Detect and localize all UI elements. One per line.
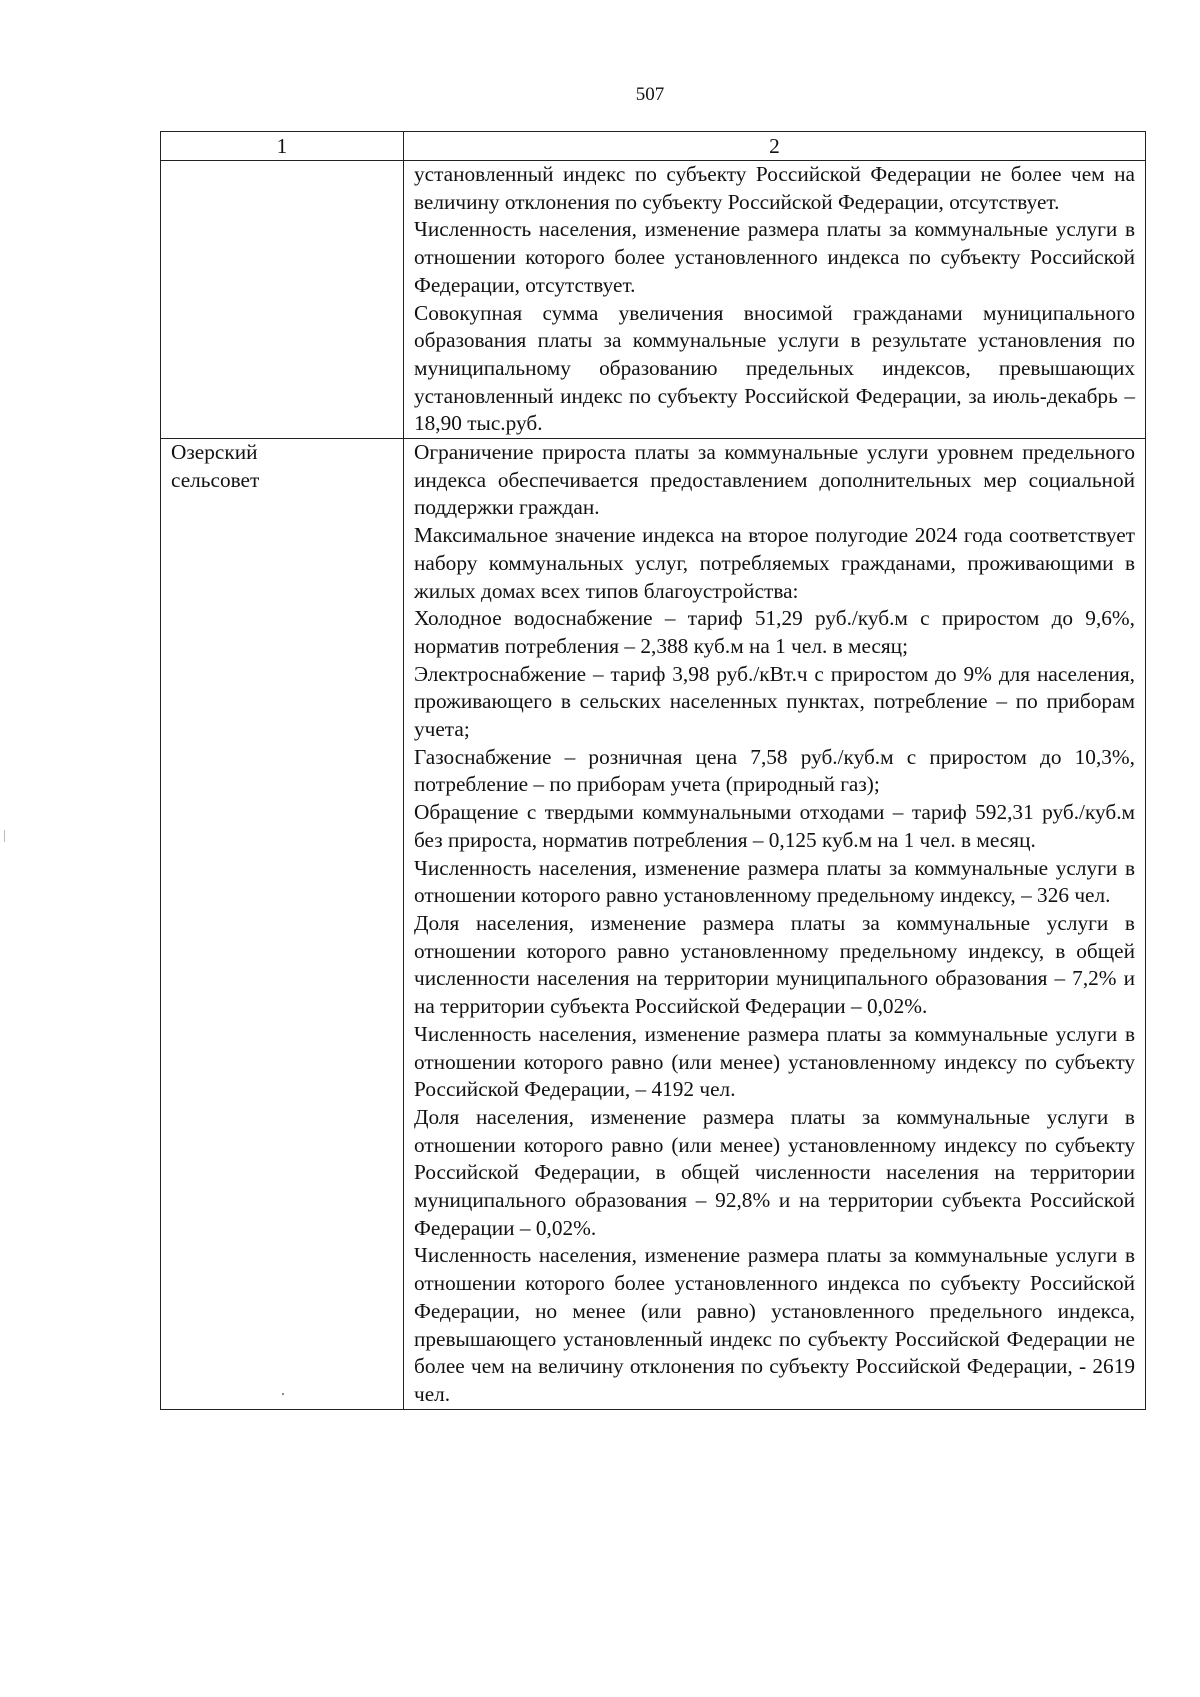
municipality-name: Озерский сельсовет	[171, 440, 260, 492]
paragraph: Ограничение прироста платы за коммунальные услуги уровнем предельного индекса обеспечивается предоставлением дополнительных мер социальной поддержки граждан.	[414, 440, 1135, 520]
paragraph: Холодное водоснабжение – тариф 51,29 руб./куб.м с приростом до 9,6%, норматив потребления – 2,388 куб.м на 1 чел. в месяц;	[414, 606, 1135, 658]
column-header-2: 2	[404, 132, 1146, 161]
municipality-name-cell	[161, 161, 404, 439]
description-cell	[404, 439, 1146, 1410]
paragraph: Газоснабжение – розничная цена 7,58 руб./куб.м с приростом до 10,3%, потребление – по приборам учета (природный газ);	[414, 744, 1135, 797]
table-header-row	[161, 132, 1146, 161]
page-number: 507	[635, 84, 665, 105]
description-cell	[404, 161, 1146, 439]
paragraph: Численность населения, изменение размера платы за коммунальные услуги в отношении которого более установленного индекса по субъекту Российской Федерации, отсутствует.	[414, 217, 1135, 297]
paragraph: Совокупная сумма увеличения вносимой гражданами муниципального образования платы за коммунальные услуги в результате установления по муниципальному образованию предельных индексов, превышающих установленный индекс по субъекту Российской Федерации, за июль-декабрь – 18,90 тыс.руб.	[414, 300, 1135, 436]
table-row	[161, 161, 1146, 439]
paragraph: установленный индекс по субъекту Российской Федерации не более чем на величину отклонения по субъекту Российской Федерации, отсутствует.	[414, 162, 1135, 214]
table-row	[161, 439, 1146, 1410]
paragraph: Численность населения, изменение размера платы за коммунальные услуги в отношении которого равно установленному предельному индексу, – 326 чел.	[414, 855, 1135, 908]
scan-artifact	[282, 1393, 284, 1395]
paragraph: Численность населения, изменение размера платы за коммунальные услуги в отношении которого более установленного индекса по субъекту Российской Федерации, но менее (или равно) установленного предельного индекса, превышающего установленный индекс по субъекту Российской Федерации не более чем на величину отклонения по субъекту Российской Федерации, - 2619 чел.	[414, 1243, 1135, 1406]
paragraph: Доля населения, изменение размера платы за коммунальные услуги в отношении которого равно установленному предельному индексу, в общей численности населения на территории муниципального образования – 7,2% и на территории субъекта Российской Федерации – 0,02%.	[414, 910, 1135, 1019]
scan-edge-artifact	[4, 830, 5, 842]
paragraph: Обращение с твердыми коммунальными отходами – тариф 592,31 руб./куб.м без прироста, норматив потребления – 0,125 куб.м на 1 чел. в месяц.	[414, 800, 1135, 852]
paragraph: Электроснабжение – тариф 3,98 руб./кВт.ч с приростом до 9% для населения, проживающего в сельских населенных пунктах, потребление – по приборам учета;	[414, 661, 1135, 742]
paragraph: Доля населения, изменение размера платы за коммунальные услуги в отношении которого равно (или менее) установленному индексу по субъекту Российской Федерации, в общей численности населения на территории муниципального образования – 92,8% и на территории субъекта Российской Федерации – 0,02%.	[414, 1104, 1135, 1240]
document-table	[160, 131, 1146, 1410]
paragraph: Максимальное значение индекса на второе полугодие 2024 года соответствует набору коммунальных услуг, потребляемых гражданами, проживающими в жилых домах всех типов благоустройства:	[414, 523, 1135, 603]
municipality-name-cell	[161, 439, 404, 1410]
column-header-1: 1	[161, 132, 404, 161]
paragraph: Численность населения, изменение размера платы за коммунальные услуги в отношении которого равно (или менее) установленному индексу по субъекту Российской Федерации, – 4192 чел.	[414, 1021, 1135, 1102]
